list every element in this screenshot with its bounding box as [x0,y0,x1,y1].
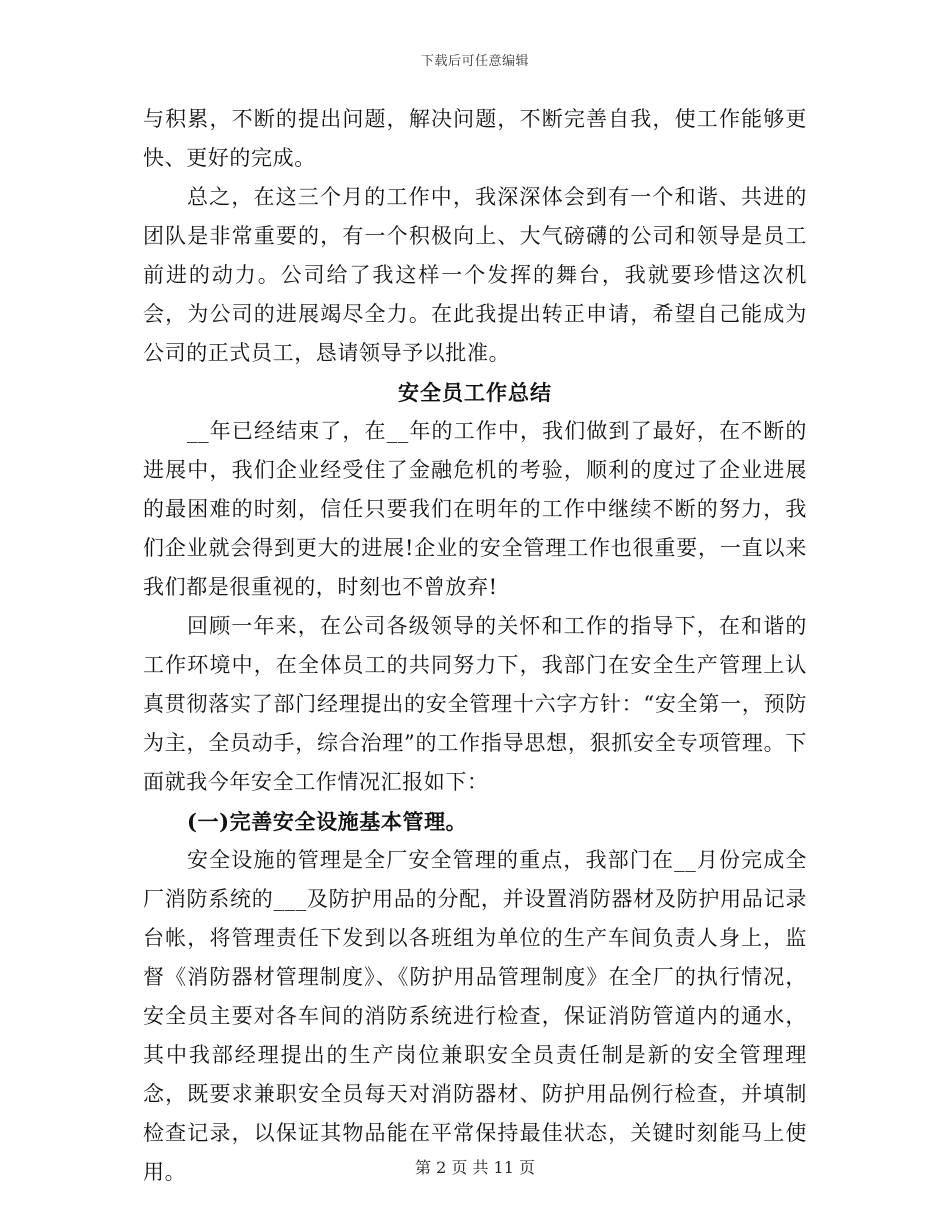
paragraph-facilities: 安全设施的管理是全厂安全管理的重点，我部门在__月份完成全厂消防系统的___及防护用品的分配，并设置消防器材及防护用品记录台帐，将管理责任下发到以各班组为单位的生产车间负责人身上，监督《消防器材管理制度》、《防护用品管理制度》在全厂的执行情况，安全员主要对各车间的消防系统进行检查，保证消防管道内的通水，其中我部经理提出的生产岗位兼职安全员责任制是新的安全管理理念，既要求兼职安全员每天对消防器材、防护用品例行检查，并填制检查记录，以保证其物品能在平常保持最佳状态，关键时刻能马上使用。 [143,848,807,1184]
header-note: 下载后可任意编辑 [420,54,529,69]
paragraph-intro: __年已经结束了，在__年的工作中，我们做到了最好，在不断的进展中，我们企业经受住了金融危机的考验，顺利的度过了企业进展的最困难的时刻，信任只要我们在明年的工作中继续不断的努力，我们企业就会得到更大的进展!企业的安全管理工作也很重要，一直以来我们都是很重视的，时刻也不曾放弃! [143,419,807,599]
section-title: 安全员工作总结 [398,380,552,405]
paragraph-conclusion: 总之，在这三个月的工作中，我深深体会到有一个和谐、共进的团队是非常重要的，有一个积极向上、大气磅礴的公司和领导是员工前进的动力。公司给了我这样一个发挥的舞台，我就要珍惜这次机会，为公司的进展竭尽全力。在此我提出转正申请，希望自己能成为公司的正式员工，恳请领导予以批准。 [143,185,807,365]
paragraph-continuation: 与积累，不断的提出问题，解决问题，不断完善自我，使工作能够更快、更好的完成。 [143,107,807,170]
document-body [143,100,807,1192]
page-number: 第 2 页 共 11 页 [415,1158,535,1177]
subheading-facilities: (一)完善安全设施基本管理。 [187,809,468,834]
paragraph-review: 回顾一年来，在公司各级领导的关怀和工作的指导下，在和谐的工作环境中，在全体员工的共同努力下，我部门在安全生产管理上认真贯彻落实了部门经理提出的安全管理十六字方针：“安全第一，预防为主，全员动手，综合治理”的工作指导思想，狠抓安全专项管理。下面就我今年安全工作情况汇报如下： [143,614,807,794]
